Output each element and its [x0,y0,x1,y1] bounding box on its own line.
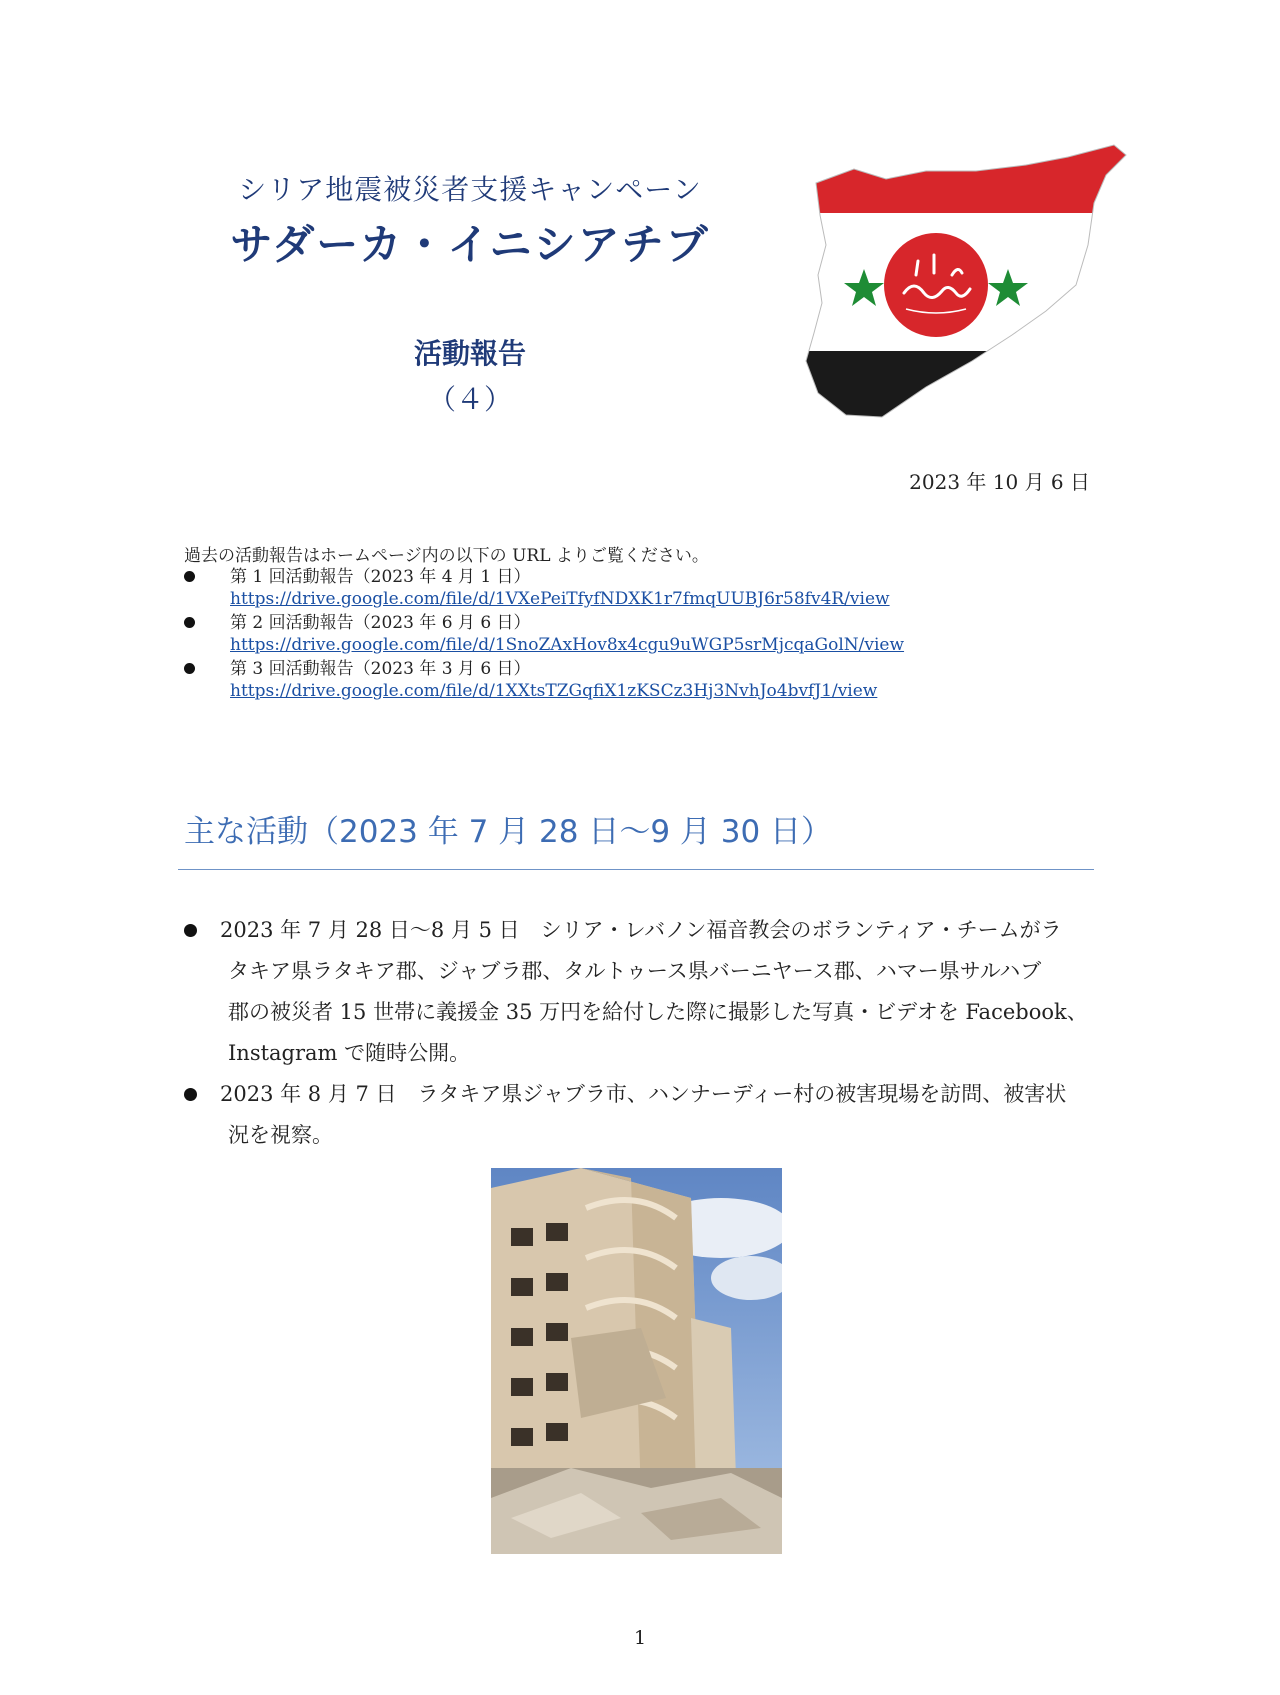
past-report-label: 第 3 回活動報告（2023 年 3 月 6 日） [230,659,531,679]
report-number: （４） [427,383,512,416]
activity-text: Instagram で随時公開。 [228,1041,471,1065]
report-date: 2023 年 10 月 6 日 [909,470,1090,494]
activities-list [184,910,1094,1156]
activity-text: 2023 年 7 月 28 日〜8 月 5 日 シリア・レバノン福音教会のボランティア・チームがラ [220,918,1062,942]
past-report-link[interactable]: https://drive.google.com/file/d/1VXePeiTfyfNDXK1r7fmqUUBJ6r58fv4R/view [230,589,890,609]
bullet-icon [184,571,195,582]
past-reports-list [184,566,1084,704]
report-title: 活動報告 [413,337,526,370]
past-report-item [184,566,1084,610]
bullet-icon [184,924,197,937]
activity-text: 況を視察。 [228,1123,333,1147]
past-report-link[interactable]: https://drive.google.com/file/d/1SnoZAxHov8x4cgu9uWGP5srMjcqaGolN/view [230,635,905,655]
header-subtitle: シリア地震被災者支援キャンペーン [238,173,702,206]
activity-item [184,910,1094,1074]
bullet-icon [184,1088,197,1101]
syria-map-logo [776,125,1136,455]
past-report-item [184,658,1084,702]
emblem-circle [884,233,988,337]
page-number: 1 [633,1627,647,1649]
document-title: サダーカ・イニシアチブ [230,220,710,269]
past-report-label: 第 2 回活動報告（2023 年 6 月 6 日） [230,613,531,633]
activity-text: 郡の被災者 15 世帯に義援金 35 万円を給付した際に撮影した写真・ビデオを Facebook、 [228,1000,1088,1024]
section-divider [178,869,1094,870]
activity-text: 2023 年 8 月 7 日 ラタキア県ジャブラ市、ハンナーディー村の被害現場を訪問、被害状 [220,1082,1067,1106]
bullet-icon [184,617,195,628]
section-heading: 主な活動（2023 年 7 月 28 日〜9 月 30 日） [184,814,833,850]
past-report-label: 第 1 回活動報告（2023 年 4 月 1 日） [230,567,531,587]
damaged-building-photo [491,1168,782,1554]
past-reports-intro: 過去の活動報告はホームページ内の以下の URL よりご覧ください。 [184,546,709,566]
activity-item [184,1074,1094,1156]
activity-text: タキア県ラタキア郡、ジャブラ郡、タルトゥース県バーニヤース郡、ハマー県サルハブ [228,959,1042,983]
past-report-item [184,612,1084,656]
past-report-link[interactable]: https://drive.google.com/file/d/1XXtsTZGqfiX1zKSCz3Hj3NvhJo4bvfJ1/view [230,681,878,701]
bullet-icon [184,663,195,674]
